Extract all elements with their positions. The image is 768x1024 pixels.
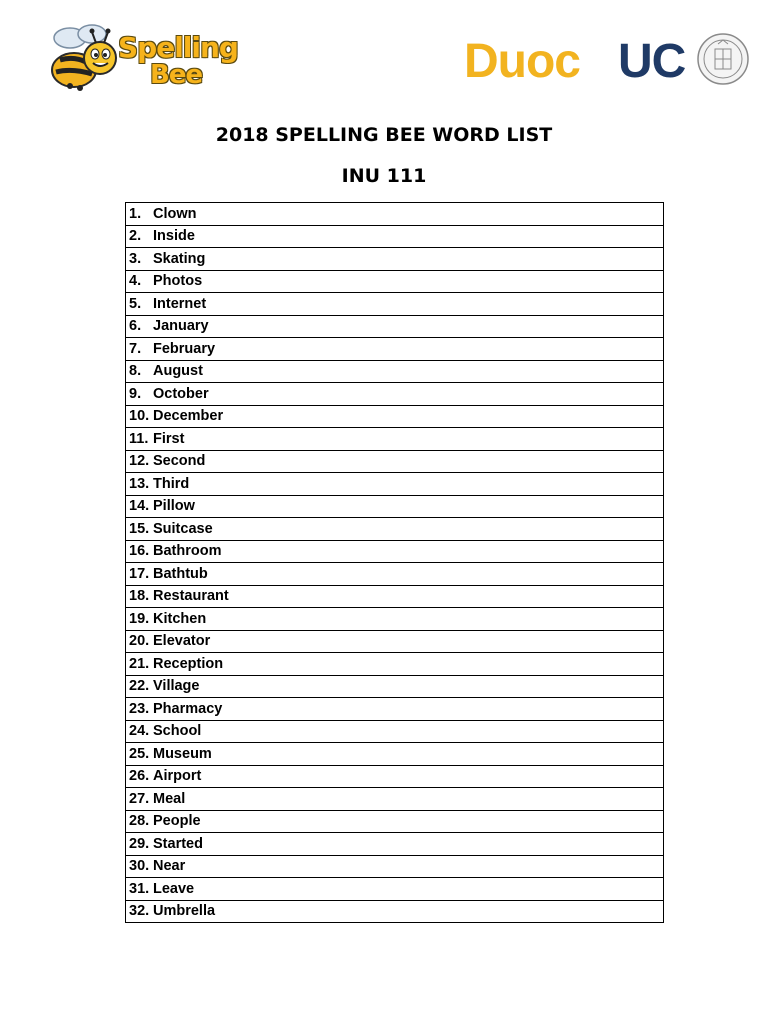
duoc-logo-text: Duoc xyxy=(464,35,580,88)
word-number: 30. xyxy=(129,858,150,875)
table-row xyxy=(126,608,664,631)
word-text: January xyxy=(153,318,209,335)
word-cell xyxy=(126,765,664,788)
word-cell xyxy=(126,608,664,631)
table-row xyxy=(126,270,664,293)
word-cell xyxy=(126,855,664,878)
word-number: 29. xyxy=(129,835,150,852)
word-number: 13. xyxy=(129,475,150,492)
word-cell xyxy=(126,675,664,698)
word-text: Bathroom xyxy=(153,543,222,560)
word-text: First xyxy=(153,430,185,447)
word-number: 1. xyxy=(129,205,142,222)
word-text: Internet xyxy=(153,295,207,312)
table-row xyxy=(126,653,664,676)
word-cell xyxy=(126,563,664,586)
table-row xyxy=(126,473,664,496)
word-text: Pharmacy xyxy=(153,700,223,717)
word-cell xyxy=(126,225,664,248)
word-cell xyxy=(126,248,664,271)
table-row xyxy=(126,203,664,226)
word-cell xyxy=(126,293,664,316)
word-number: 3. xyxy=(129,250,142,267)
word-number: 31. xyxy=(129,880,150,897)
table-row xyxy=(126,405,664,428)
word-number: 9. xyxy=(129,385,142,402)
table-row xyxy=(126,225,664,248)
table-row xyxy=(126,675,664,698)
table-row xyxy=(126,765,664,788)
word-cell xyxy=(126,540,664,563)
word-text: Pillow xyxy=(153,498,195,515)
word-cell xyxy=(126,518,664,541)
word-number: 18. xyxy=(129,588,150,605)
table-row xyxy=(126,518,664,541)
duoc-uc-logo xyxy=(460,32,760,92)
table-row xyxy=(126,720,664,743)
word-text: People xyxy=(153,813,201,830)
word-cell xyxy=(126,900,664,923)
uc-logo-text: UC xyxy=(618,35,686,88)
word-cell xyxy=(126,585,664,608)
word-cell xyxy=(126,495,664,518)
word-cell xyxy=(126,743,664,766)
word-number: 23. xyxy=(129,700,150,717)
word-number: 25. xyxy=(129,745,150,762)
word-cell xyxy=(126,833,664,856)
word-text: School xyxy=(153,723,202,740)
word-text: Umbrella xyxy=(153,903,216,920)
word-cell xyxy=(126,810,664,833)
word-text: Skating xyxy=(153,250,206,267)
word-text: Museum xyxy=(153,745,212,762)
word-number: 26. xyxy=(129,768,150,785)
word-number: 8. xyxy=(129,363,142,380)
table-row xyxy=(126,878,664,901)
word-text: Photos xyxy=(153,273,203,290)
word-text: Airport xyxy=(153,768,202,785)
word-text: Second xyxy=(153,453,206,470)
word-text: Inside xyxy=(153,228,195,245)
word-number: 27. xyxy=(129,790,150,807)
word-cell xyxy=(126,653,664,676)
word-number: 17. xyxy=(129,565,150,582)
word-text: October xyxy=(153,385,209,402)
word-cell xyxy=(126,383,664,406)
word-text: Meal xyxy=(153,790,186,807)
bee-icon xyxy=(48,20,124,92)
word-cell xyxy=(126,450,664,473)
word-number: 7. xyxy=(129,340,142,357)
table-row xyxy=(126,788,664,811)
page-title: 2018 SPELLING BEE WORD LIST xyxy=(215,124,553,146)
word-number: 20. xyxy=(129,633,150,650)
table-row xyxy=(126,450,664,473)
table-row xyxy=(126,293,664,316)
page-subtitle: INU 111 xyxy=(341,165,427,187)
word-text: Started xyxy=(153,835,203,852)
word-number: 5. xyxy=(129,295,142,312)
table-row xyxy=(126,360,664,383)
word-number: 28. xyxy=(129,813,150,830)
word-list-table xyxy=(125,202,664,923)
word-text: Kitchen xyxy=(153,610,207,627)
page-header xyxy=(0,0,768,110)
word-text: Village xyxy=(153,678,200,695)
table-row xyxy=(126,585,664,608)
table-row xyxy=(126,383,664,406)
word-number: 22. xyxy=(129,678,150,695)
word-text: Leave xyxy=(153,880,195,897)
word-number: 12. xyxy=(129,453,150,470)
spelling-bee-logo-line2: Bee xyxy=(150,60,203,90)
word-cell xyxy=(126,788,664,811)
table-row xyxy=(126,338,664,361)
word-text: Suitcase xyxy=(153,520,213,537)
word-number: 15. xyxy=(129,520,150,537)
word-number: 6. xyxy=(129,318,142,335)
word-text: December xyxy=(153,408,224,425)
word-text: Near xyxy=(153,858,186,875)
word-cell xyxy=(126,203,664,226)
table-row xyxy=(126,630,664,653)
word-number: 4. xyxy=(129,273,142,290)
table-row xyxy=(126,495,664,518)
word-text: Restaurant xyxy=(153,588,229,605)
word-number: 16. xyxy=(129,543,150,560)
word-number: 10. xyxy=(129,408,150,425)
word-number: 21. xyxy=(129,655,150,672)
table-row xyxy=(126,833,664,856)
word-number: 19. xyxy=(129,610,150,627)
word-cell xyxy=(126,698,664,721)
university-seal-icon xyxy=(696,32,750,86)
word-number: 14. xyxy=(129,498,150,515)
table-row xyxy=(126,315,664,338)
word-number: 32. xyxy=(129,903,150,920)
word-number: 24. xyxy=(129,723,150,740)
word-cell xyxy=(126,630,664,653)
table-row xyxy=(126,900,664,923)
table-row xyxy=(126,248,664,271)
word-text: Reception xyxy=(153,655,224,672)
word-cell xyxy=(126,315,664,338)
word-number: 2. xyxy=(129,228,142,245)
word-text: August xyxy=(153,363,203,380)
word-cell xyxy=(126,338,664,361)
word-cell xyxy=(126,270,664,293)
word-cell xyxy=(126,878,664,901)
table-row xyxy=(126,855,664,878)
table-row xyxy=(126,428,664,451)
word-number: 11. xyxy=(129,430,149,447)
word-cell xyxy=(126,473,664,496)
table-row xyxy=(126,563,664,586)
table-row xyxy=(126,698,664,721)
word-text: Clown xyxy=(153,205,197,222)
word-cell xyxy=(126,720,664,743)
table-row xyxy=(126,743,664,766)
word-text: Bathtub xyxy=(153,565,208,582)
spelling-bee-logo-line1: Spelling xyxy=(118,31,238,64)
word-cell xyxy=(126,405,664,428)
word-cell xyxy=(126,428,664,451)
word-text: Third xyxy=(153,475,190,492)
word-text: Elevator xyxy=(153,633,211,650)
table-row xyxy=(126,810,664,833)
word-text: February xyxy=(153,340,216,357)
word-cell xyxy=(126,360,664,383)
table-row xyxy=(126,540,664,563)
